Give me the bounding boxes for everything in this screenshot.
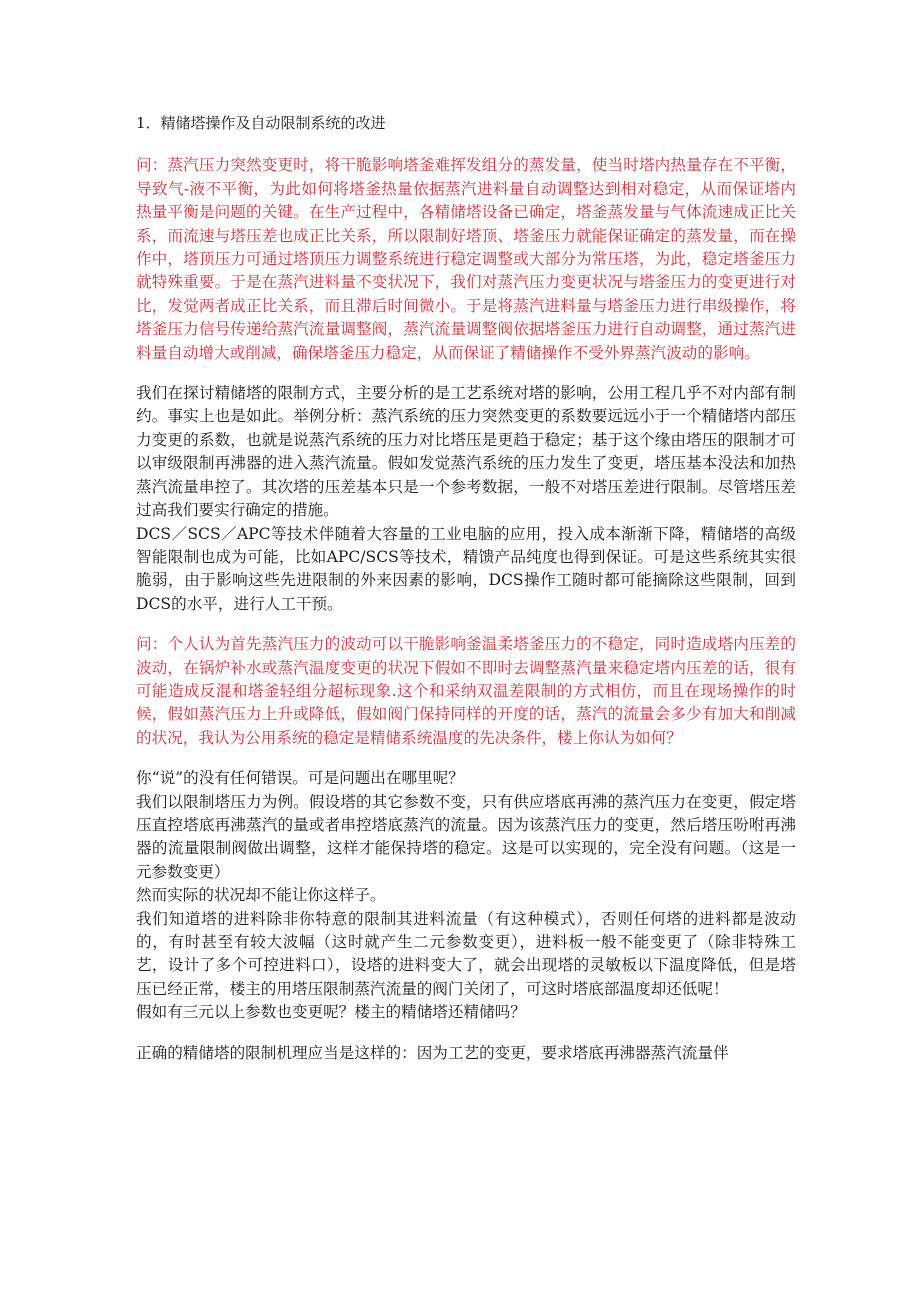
section-heading: 1．精储塔操作及自动限制系统的改进 <box>136 114 386 132</box>
question-paragraph-2: 问：个人认为首先蒸汽压力的波动可以干脆影响釜温柔塔釜压力的不稳定，同时造成塔内压差的波动，在锅炉补水或蒸汽温度变更的状况下假如不即时去调整蒸汽量来稳定塔内压差的话，很有可能造成反混和塔釜轻组分超标现象.这个和采纳双温差限制的方式相仿，而且在现场操作的时候，假如蒸汽压力上升或降低，假如阀门保持同样的开度的话，蒸汽的流量会多少有加大和削减的状况，我认为公用系统的稳定是精储系统温度的先决条件，楼上你认为如何？ <box>136 635 796 747</box>
reply-line-3: 然而实际的状况却不能让你这样子。 <box>136 886 386 905</box>
reply-line-2: 我们以限制塔压力为例。假设塔的其它参数不变，只有供应塔底再沸的蒸汽压力在变更，假定塔压直控塔底再沸蒸汽的量或者串控塔底蒸汽的流量。因为该蒸汽压力的变更，然后塔压吩咐再沸器的流量限制阀做出调整，这样才能保持塔的稳定。这是可以实现的，完全没有问题。（这是一元参数变更） <box>136 792 796 881</box>
question-paragraph-1: 问：蒸汽压力突然变更时，将干脆影响塔釜难挥发组分的蒸发量，使当时塔内热量存在不平衡，导致气-液不平衡，为此如何将塔釜热量依据蒸汽进料量自动调整达到相对稳定，从而保证塔内热量平衡是问题的关键。在生产过程中，各精储塔设备已确定，塔釜蒸发量与气体流速成正比关系，而流速与塔压差也成正比关系，所以限制好塔顶、塔釜压力就能保证确定的蒸发量，而在操作中，塔顶压力可通过塔顶压力调整系统进行稳定调整或大部分为常压塔，为此，稳定塔釜压力就特殊重要。于是在蒸汽进料量不变状况下，我们对蒸汽压力变更状况与塔釜压力的变更进行对比，发觉两者成正比关系，而且滞后时间微小。于是将蒸汽进料量与塔釜压力进行串级操作，将塔釜压力信号传递给蒸汽流量调整阀，蒸汽流量调整阀依据塔釜压力进行自动调整，通过蒸汽进料量自动增大或削减，确保塔釜压力稳定，从而保证了精储操作不受外界蒸汽波动的影响。 <box>136 156 796 362</box>
reply-line-1: 你“说”的没有任何错误。可是问题出在哪里呢？ <box>136 769 464 788</box>
document-body <box>136 112 796 1065</box>
answer-paragraph-2: DCS／SCS／APC等技术伴随着大容量的工业电脑的应用，投入成本渐渐下降，精储塔的高级智能限制也成为可能，比如APC/SCS等技术，精馈产品纯度也得到保证。可是这些系统其实很脆弱，由于影响这些先进限制的外来因素的影响，DCS操作工随时都可能摘除这些限制，回到DCS的水平，进行人工干预。 <box>136 524 796 613</box>
reply-line-5: 假如有三元以上参数也变更呢？楼主的精储塔还精储吗？ <box>136 1003 526 1022</box>
answer-paragraph-1: 我们在探讨精储塔的限制方式，主要分析的是工艺系统对塔的影响，公用工程几乎不对内部有制约。事实上也是如此。举例分析：蒸汽系统的压力突然变更的系数要远远小于一个精储塔内部压力变更的系数，也就是说蒸汽系统的压力对比塔压是更趋于稳定；基于这个缘由塔压的限制才可以审级限制再沸器的进入蒸汽流量。假如发觉蒸汽系统的压力发生了变更，塔压基本没法和加热蒸汽流量串控了。其次塔的压差基本只是一个参考数据，一般不对塔压差进行限制。尽管塔压差过高我们要实行确定的措施。 <box>136 384 796 520</box>
closing-paragraph: 正确的精储塔的限制机理应当是这样的：因为工艺的变更，要求塔底再沸器蒸汽流量伴 <box>136 1043 729 1062</box>
reply-line-4: 我们知道塔的进料除非你特意的限制其进料流量（有这种模式），否则任何塔的进料都是波动的，有时甚至有较大波幅（这时就产生二元参数变更），进料板一般不能变更了（除非特殊工艺，设计了多个可控进料口），设塔的进料变大了，就会出现塔的灵敏板以下温度降低，但是塔压已经正常，楼主的用塔压限制蒸汽流量的阀门关闭了，可这时塔底部温度却还低呢！ <box>136 909 796 998</box>
